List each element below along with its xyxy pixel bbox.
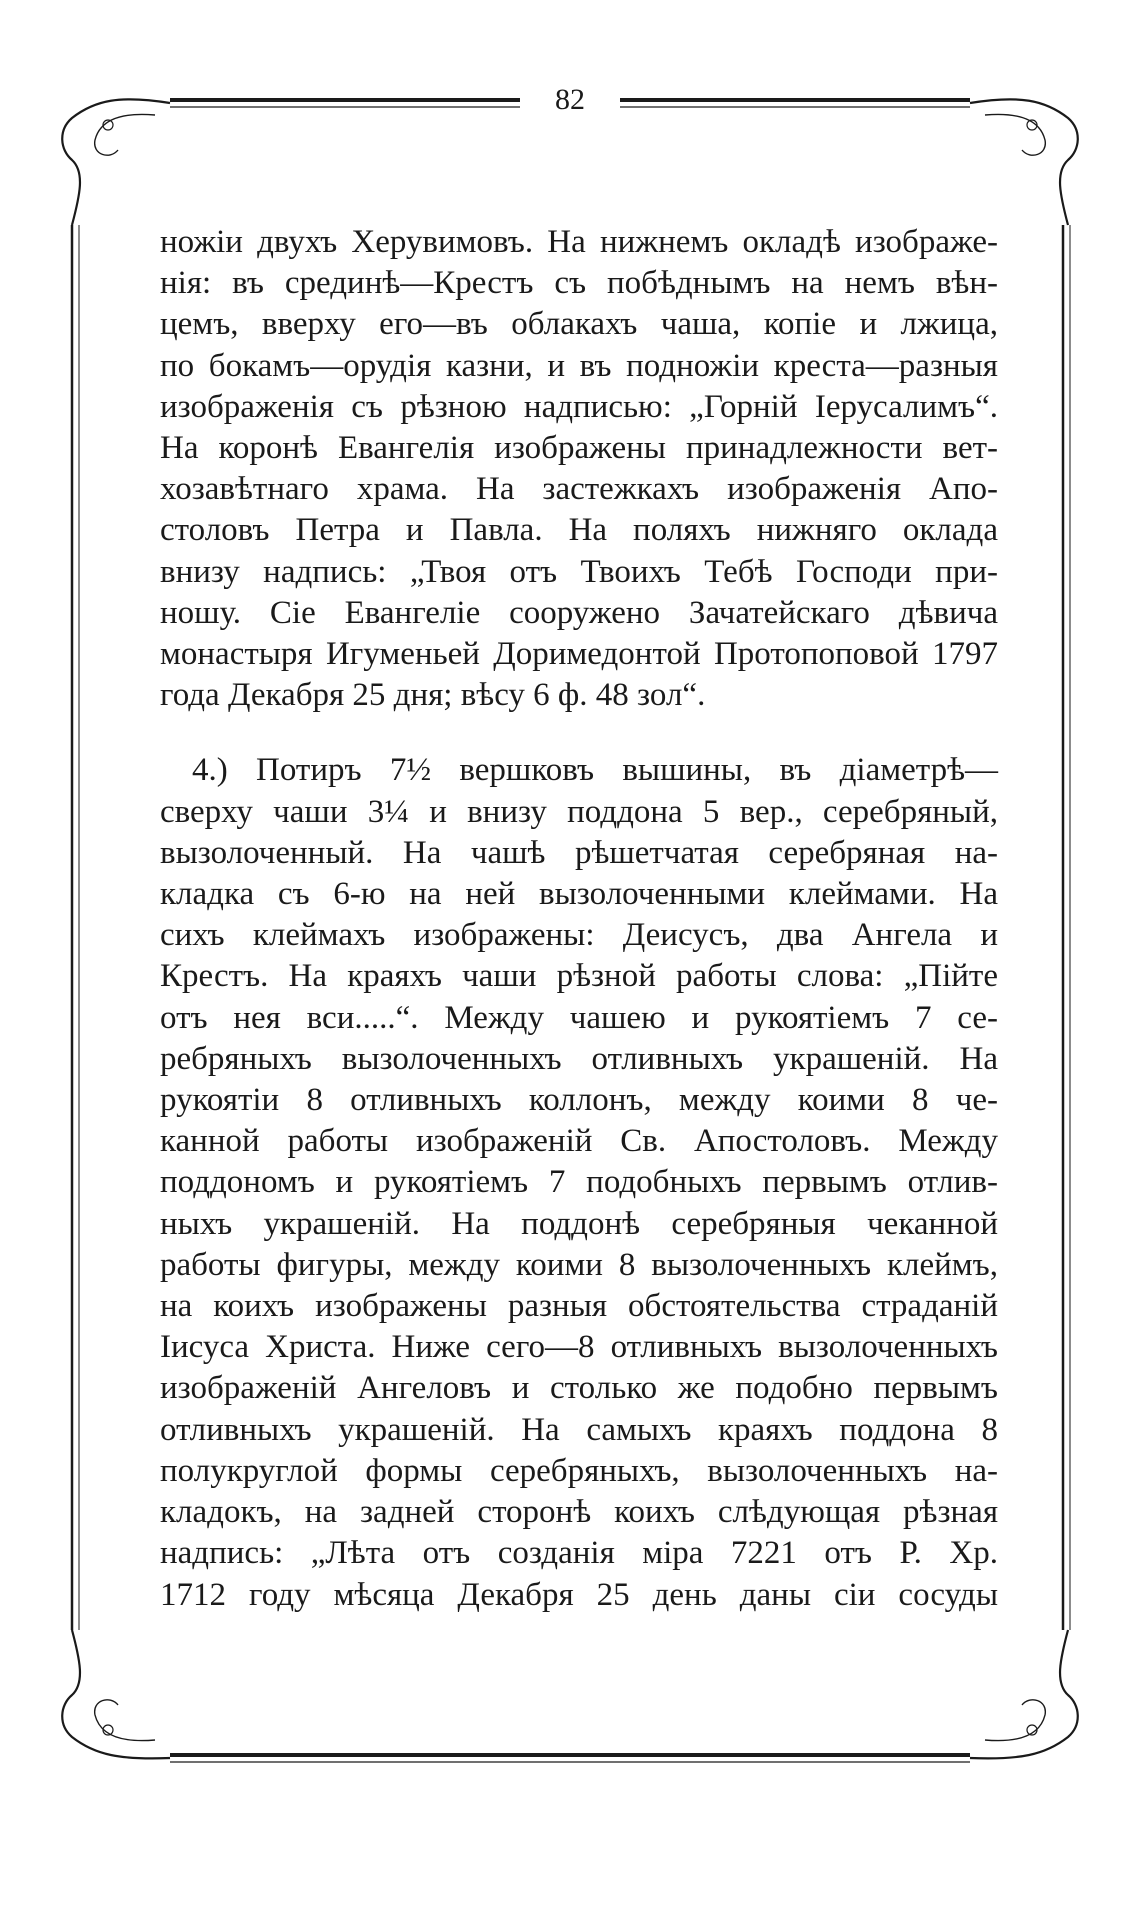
text-line: кладка съ 6-ю на ней вызолоченными клеймами. На [160, 876, 998, 913]
text-line: канной работы изображеній Св. Апостоловъ. Между [160, 1123, 998, 1160]
text-line: столовъ Петра и Павла. На поляхъ нижняго оклада [160, 512, 998, 549]
text-line: 4.) Потиръ 7½ вершковъ вышины, въ діаметрѣ— [192, 752, 998, 789]
text-line: изображеній Ангеловъ и столько же подобно первымъ [160, 1370, 998, 1407]
text-line: ныхъ украшеній. На поддонѣ серебряныя чеканной [160, 1205, 998, 1242]
text-line: сверху чаши 3¼ и внизу поддона 5 вер., серебряный, [160, 793, 998, 830]
text-line: сихъ клеймахъ изображены: Деисусъ, два Ангела и [160, 917, 998, 954]
text-line: ребряныхъ вызолоченныхъ отливныхъ украшеній. На [160, 1040, 998, 1077]
text-line: по бокамъ—орудія казни, и въ подножіи креста—разныя [160, 347, 998, 384]
text-line: внизу надпись: „Твоя отъ Твоихъ Тебѣ Господи при- [160, 553, 998, 590]
text-line: поддономъ и рукоятіемъ 7 подобныхъ первымъ отлив- [160, 1164, 998, 1201]
page-number: 82 [540, 80, 600, 120]
text-line: На коронѣ Евангелія изображены принадлежности вет- [160, 430, 998, 467]
text-line: кладокъ, на задней сторонѣ коихъ слѣдующая рѣзная [160, 1494, 998, 1531]
text-line: хозавѣтнаго храма. На застежкахъ изображенія Апо- [160, 471, 998, 508]
text-line: 1712 году мѣсяца Декабря 25 день даны сіи сосуды [160, 1576, 998, 1613]
paragraph-gospel-description [160, 222, 998, 716]
paragraph-chalice-description [160, 750, 998, 1615]
text-line: нія: въ срединѣ—Крестъ съ побѣднымъ на немъ вѣн- [160, 265, 998, 302]
text-line: ношу. Сіе Евангеліе сооружено Зачатейскаго дѣвича [160, 594, 998, 631]
text-line: монастыря Игуменьей Доримедонтой Протопоповой 1797 [160, 636, 998, 673]
text-line: года Декабря 25 дня; вѣсу 6 ф. 48 зол“. [160, 677, 706, 714]
text-line: изображенія съ рѣзною надписью: „Горній Іерусалимъ“. [160, 388, 998, 425]
text-line: Крестъ. На краяхъ чаши рѣзной работы слова: „Пійте [160, 958, 998, 995]
text-line: отливныхъ украшеній. На самыхъ краяхъ поддона 8 [160, 1411, 998, 1448]
text-line: ножіи двухъ Херувимовъ. На нижнемъ окладѣ изображе- [160, 224, 998, 260]
text-line: Іисуса Христа. Ниже сего—8 отливныхъ вызолоченныхъ [160, 1329, 998, 1366]
text-line: цемъ, вверху его—въ облакахъ чаша, копіе и лжица, [160, 306, 998, 343]
text-line: вызолоченный. На чашѣ рѣшетчатая серебряная на- [160, 834, 998, 871]
text-line: отъ нея вси.....“. Между чашею и рукоятіемъ 7 се- [160, 999, 998, 1036]
text-line: рукоятіи 8 отливныхъ коллонъ, между коими 8 че- [160, 1082, 998, 1119]
body-text [160, 222, 998, 1616]
text-line: надпись: „Лѣта отъ созданія міра 7221 отъ Р. Хр. [160, 1535, 998, 1572]
text-line: на коихъ изображены разныя обстоятельства страданій [160, 1288, 998, 1325]
text-line: работы фигуры, между коими 8 вызолоченныхъ клеймъ, [160, 1246, 998, 1283]
text-line: полукруглой формы серебряныхъ, вызолоченныхъ на- [160, 1452, 998, 1489]
